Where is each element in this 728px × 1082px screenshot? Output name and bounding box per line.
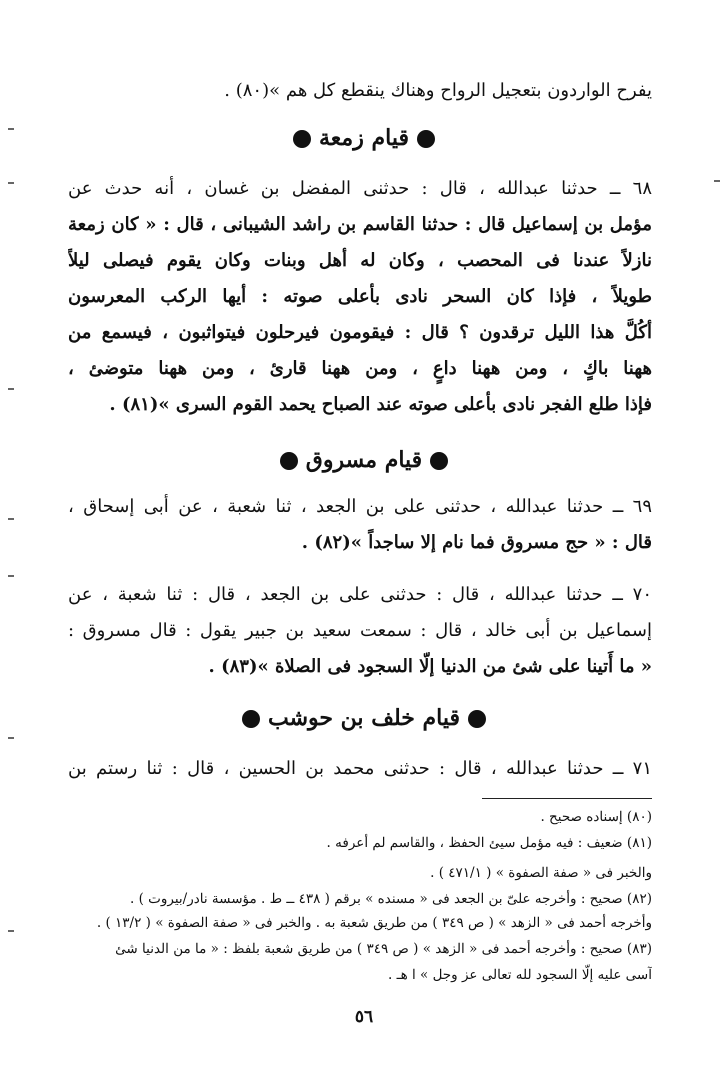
hadith-71-line-1: ٧١ ــ حدثنا عبدالله ، قال : حدثنى محمد بن الحسين ، قال : ثنا رستم بن	[68, 758, 652, 779]
footnote-83-cont: آسى عليه إلّا السجود لله تعالى عز وجل » ا هـ .	[388, 967, 652, 983]
heading-khalaf	[0, 698, 728, 738]
footnote-divider	[482, 798, 652, 799]
footnote-82-cont: وأخرجه أحمد فى « الزهد » ( ص ٣٤٩ ) من طريق شعبة به . والخبر فى « صفة الصفوة » ( ١٣/٢ ) .	[96, 915, 652, 931]
heading-masruq-text: قيام مسروق	[305, 447, 423, 473]
margin-mark	[8, 518, 14, 520]
bullet-icon	[417, 130, 435, 148]
hadith-68-line-5: أكُلَّ هذا الليل ترقدون ؟ قال : فيقومون فيرحلون فيتواثبون ، فيسمع من	[68, 322, 652, 343]
margin-mark	[8, 737, 14, 739]
hadith-70-line-1: ٧٠ ــ حدثنا عبدالله ، قال : حدثنى على بن الجعد ، قال : ثنا شعبة ، عن	[68, 584, 652, 605]
bullet-icon	[280, 452, 298, 470]
hadith-70-line-2: إسماعيل بن أبى خالد ، قال : سمعت سعيد بن جبير يقول : قال مسروق :	[68, 620, 652, 641]
margin-mark	[8, 575, 14, 577]
heading-masruq	[0, 440, 728, 480]
page-number: ٥٦	[354, 1007, 374, 1027]
footnote-81: (٨١) ضعيف : فيه مؤمل سيئ الحفظ ، والقاسم لم أعرفه .	[326, 835, 652, 851]
hadith-69-line-1: ٦٩ ــ حدثنا عبدالله ، حدثنى على بن الجعد ، ثنا شعبة ، عن أبى إسحاق ،	[68, 496, 652, 517]
intro-line: يفرح الواردون بتعجيل الرواح وهناك ينقطع كل هم »(٨٠) .	[224, 80, 652, 101]
footnote-81-cont: والخبر فى « صفة الصفوة » ( ٤٧١/١ ) .	[430, 865, 652, 881]
hadith-68-line-7: فإذا طلع الفجر نادى بأعلى صوته عند الصباح يحمد القوم السرى »(٨١) .	[109, 394, 652, 415]
footnote-82: (٨٢) صحيح : وأخرجه علىّ بن الجعد فى « مسنده » برقم ( ٤٣٨ ــ ط . مؤسسة نادر/بيروت ) .	[130, 891, 652, 907]
hadith-70-line-3: « ما أَتينا على شئ من الدنيا إلّا السجود فى الصلاة »(٨٣) .	[208, 656, 652, 677]
hadith-68-line-4: طويلاً ، فإذا كان السحر نادى بأعلى صوته : أيها الركب المعرسون	[68, 286, 652, 307]
margin-mark	[8, 182, 14, 184]
margin-mark	[8, 930, 14, 932]
bullet-icon	[242, 710, 260, 728]
hadith-68-line-3: نازلاً عندنا فى المحصب ، وكان له أهل وبنات وكان يقوم فيصلى ليلاً	[68, 250, 652, 271]
heading-khalaf-text: قيام خلف بن حوشب	[268, 705, 460, 731]
margin-mark	[714, 180, 720, 182]
margin-mark	[8, 128, 14, 130]
hadith-68-line-6: ههنا باكٍ ، ومن ههنا داعٍ ، ومن ههنا قارئ ، ومن ههنا متوضئ ،	[68, 358, 652, 379]
footnote-83: (٨٣) صحيح : وأخرجه أحمد فى « الزهد » ( ص ٣٤٩ ) من طريق شعبة بلفظ : « ما من الدنيا شئ	[115, 941, 652, 957]
margin-mark	[8, 388, 14, 390]
bullet-icon	[468, 710, 486, 728]
heading-zamaa-text: قيام زمعة	[319, 125, 409, 151]
hadith-68-line-1: ٦٨ ــ حدثنا عبدالله ، قال : حدثنى المفضل بن غسان ، أنه حدث عن	[68, 178, 652, 199]
hadith-68-line-2: مؤمل بن إسماعيل قال : حدثنا القاسم بن راشد الشيبانى ، قال : « كان زمعة	[68, 214, 652, 235]
hadith-69-line-2: قال : « حج مسروق فما نام إلا ساجداً »(٨٢) .	[301, 532, 652, 553]
footnote-80: (٨٠) إسناده صحيح .	[540, 809, 652, 825]
bullet-icon	[430, 452, 448, 470]
heading-zamaa	[0, 118, 728, 158]
bullet-icon	[293, 130, 311, 148]
